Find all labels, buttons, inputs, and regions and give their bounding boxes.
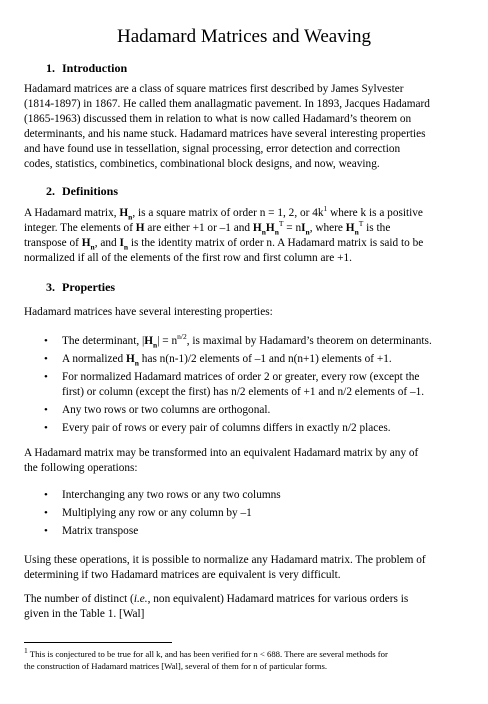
- introduction-paragraph: [24, 82, 472, 172]
- properties-intro: [24, 305, 472, 320]
- text-line: The number of distinct (i.e., non equivalent) Hadamard matrices for various orders is: [24, 593, 409, 605]
- text-line: the following operations:: [24, 462, 138, 474]
- text-line: Hadamard matrices are a class of square matrices first described by James Sylvester: [24, 83, 404, 95]
- bullet-icon: •: [44, 507, 48, 519]
- list-item: • Every pair of rows or every pair of columns differs in exactly n/2 places.: [44, 422, 391, 434]
- list-item: • Any two rows or two columns are orthogonal.: [44, 404, 271, 416]
- text-line: (1865-1963) discussed them in relation to what is now called Hadamard’s theorem on: [24, 113, 412, 125]
- count-paragraph: [24, 592, 472, 622]
- footnote-marker: 1: [24, 646, 28, 656]
- footnote-divider: [24, 642, 172, 643]
- document-title: Hadamard Matrices and Weaving: [117, 26, 371, 47]
- section-number: 3.: [46, 280, 55, 294]
- section-title: Introduction: [62, 61, 128, 75]
- text-line: and have found use in tessellation, signal processing, error detection and correction: [24, 143, 401, 155]
- bullet-icon: •: [44, 353, 48, 365]
- bullet-icon: •: [44, 371, 48, 383]
- text-line: the construction of Hadamard matrices [Wal], several of them for n of particular forms.: [24, 661, 328, 671]
- text-line: (1814-1897) in 1867. He called them anallagmatic pavement. In 1893, Jacques Hadamard: [24, 98, 430, 110]
- properties-list: [44, 334, 474, 436]
- text-line: Using these operations, it is possible to normalize any Hadamard matrix. The problem of: [24, 554, 426, 566]
- list-item: • For normalized Hadamard matrices of order 2 or greater, every row (except the first) or column (except the first) has n/2 elements of +1 and n/2 elements of –1.: [44, 371, 425, 398]
- list-item: • Interchanging any two rows or any two columns: [44, 489, 281, 501]
- bullet-icon: •: [44, 335, 48, 347]
- list-item: • Matrix transpose: [44, 525, 139, 537]
- text-line: $^1$ This is conjectured to be true for all k, and has been verified for n < 688. There are several methods for: [24, 646, 388, 659]
- list-item: • The determinant, $|H_n| = n^{n/2}$, is maximal by Hadamard’s theorem on determinants.: [44, 332, 432, 350]
- text-line: transpose of $H_n$, and $I_n$ is the identity matrix of order n. A Hadamard matrix is said to be: [24, 237, 424, 252]
- text-line: Hadamard matrices have several interesting properties:: [24, 306, 273, 318]
- text-line: A Hadamard matrix may be transformed into an equivalent Hadamard matrix by any of: [24, 447, 419, 459]
- bullet-icon: •: [44, 489, 48, 501]
- bullet-icon: •: [44, 422, 48, 434]
- footnote-ref[interactable]: 1: [323, 204, 328, 214]
- text-line: codes, statistics, combinetics, combinational block designs, and now, weaving.: [24, 158, 380, 170]
- text-line: determining if two Hadamard matrices are equivalent is very difficult.: [24, 569, 341, 581]
- normalize-paragraph: [24, 553, 472, 583]
- text-line: A Hadamard matrix, $H_n$, is a square matrix of order n = 1, 2, or $4k^1$ where k is a positive: [24, 204, 423, 222]
- section-title: Definitions: [62, 184, 119, 198]
- text-line: integer. The elements of H are either +1 or –1 and $H_nH_n^T = nI_n$, where $H_n^T$ is the: [24, 219, 391, 237]
- section-title: Properties: [62, 280, 116, 294]
- list-item: • A normalized $H_n$ has n(n-1)/2 elements of –1 and n(n+1) elements of +1.: [44, 353, 392, 368]
- footnote: [24, 648, 472, 672]
- bullet-icon: •: [44, 404, 48, 416]
- text-line: normalized if all of the elements of the first row and first column are +1.: [24, 252, 352, 264]
- text-line: given in the Table 1. [Wal]: [24, 608, 145, 620]
- section-heading-introduction: [46, 61, 127, 75]
- text-line: determinants, and his name stuck. Hadamard matrices have several interesting properties: [24, 128, 426, 140]
- section-heading-properties: [46, 280, 115, 294]
- operations-list: [44, 488, 474, 539]
- list-item: • Multiplying any row or any column by –1: [44, 507, 252, 519]
- section-number: 1.: [46, 61, 55, 75]
- section-heading-definitions: [46, 184, 118, 198]
- equivalence-paragraph: [24, 446, 472, 476]
- bullet-icon: •: [44, 525, 48, 537]
- section-number: 2.: [46, 184, 55, 198]
- definitions-paragraph: [24, 206, 472, 266]
